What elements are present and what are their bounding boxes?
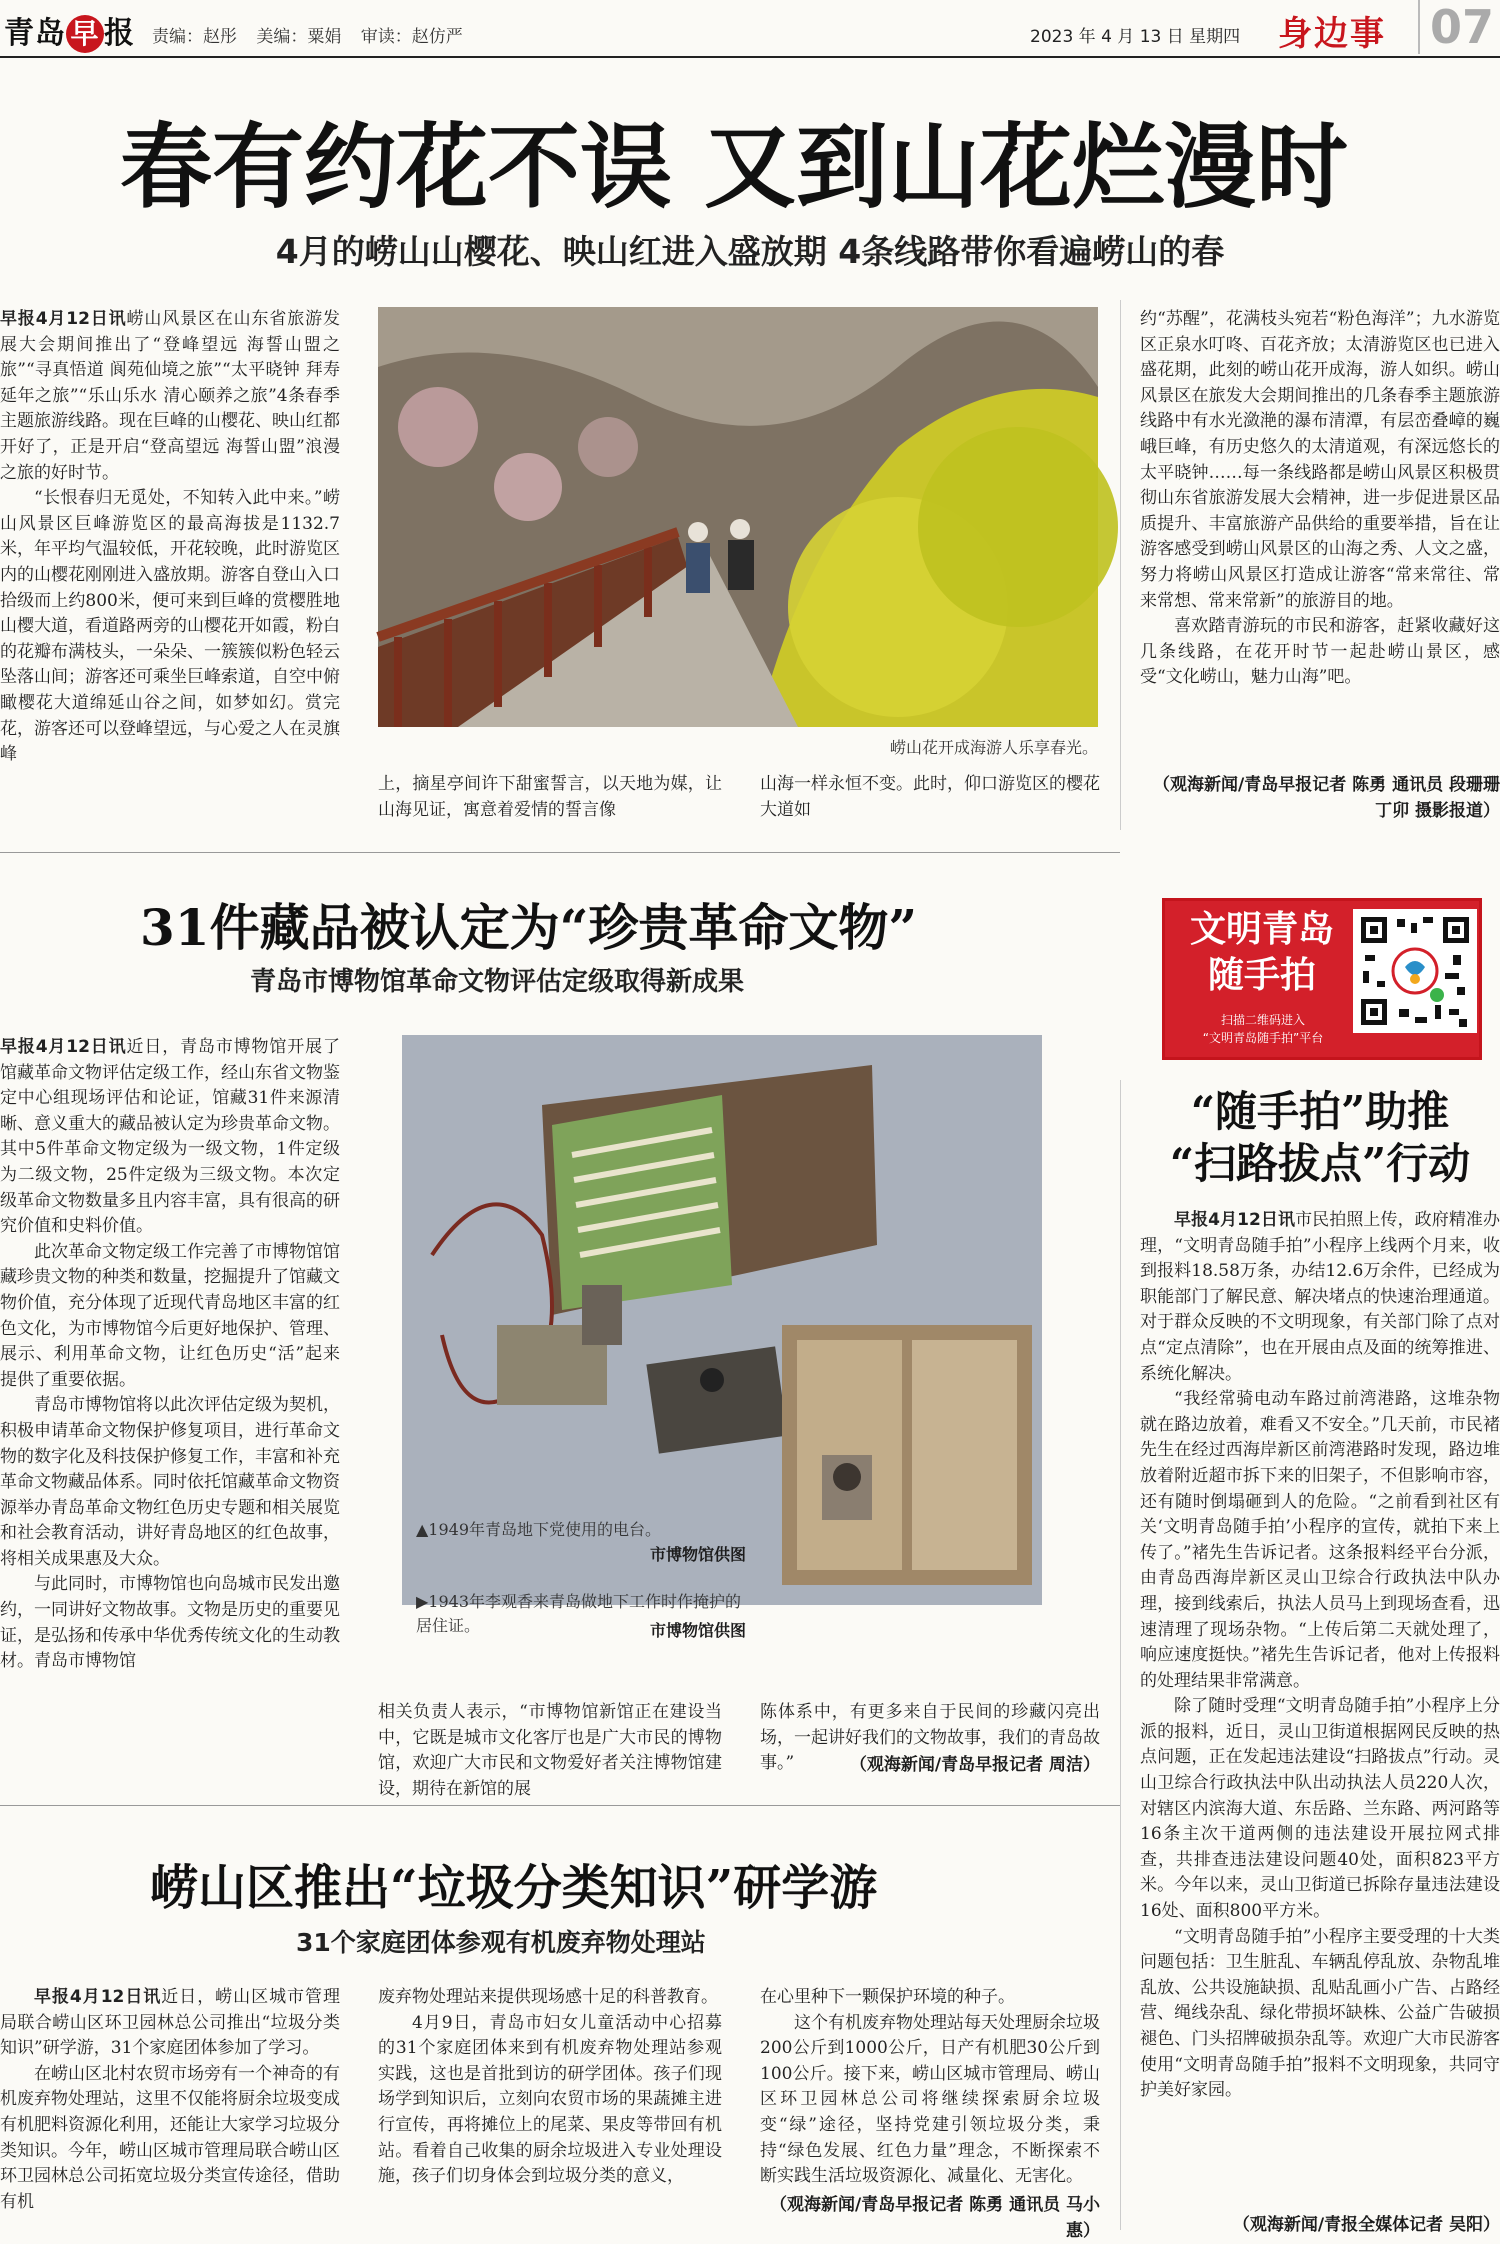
photo2-caption-2: ▶1943年李观香来青岛做地下工作时作掩护的居住证。 [416, 1592, 742, 1635]
article3-paragraph [1140, 1208, 1500, 1387]
article1-column-3: 山海一样永恒不变。此时，仰口游览区的樱花大道如 [760, 774, 1100, 820]
article3-headline-line: “随手拍”助推 [1190, 1087, 1450, 1136]
wenming-qingdao-ad[interactable] [1162, 898, 1482, 1060]
article2-column-2: 相关负责人表示，“市博物馆新馆正在建设当中，它既是城市文化客厅也是广大市民的博物馆，欢迎广大市民和文物爱好者关注博物馆建设，期待在新馆的展 [378, 1702, 722, 1799]
paper-name-tail: 报 [104, 16, 135, 51]
cherry-blossom-photo [378, 307, 1098, 727]
article3-byline: （观海新闻/青报全媒体记者 吴阳） [1232, 2215, 1500, 2235]
article1-paragraph: 约“苏醒”，花满枝头宛若“粉色海洋”；九水游览区正泉水叮咚、百花齐放；太清游览区也已进入盛花期，此刻的崂山花开成海，游人如织。崂山风景区在旅发大会期间推出的几条春季主题旅游线路中有水光潋滟的瀑布清潭，有层峦叠嶂的巍峨巨峰，有历史悠久的太清道观，有深远悠长的太平晓钟……每一条线路都是崂山风景区积极贯彻山东省旅游发展大会精神，进一步促进景区品质提升、丰富旅游产品供给的重要举措，旨在让游客感受到崂山风景区的山海之秀、人文之盛，努力将崂山风景区打造成让游客“常来常往、常来常想、常来常新”的旅游目的地。 [1140, 309, 1500, 611]
article1-paragraph: “长恨春归无觅处，不知转入此中来。”崂山风景区巨峰游览区的最高海拔是1132.7米，年平均气温较低，开花较晚，此时游览区内的山樱花刚刚进入盛放期。游客自登山入口拾级而上约800米，便可来到巨峰的赏樱胜地山樱大道，看道路两旁的山樱花开如霞，粉白的花瓣布满枝头，一朵朵、一簇簇似粉色轻云坠落山间；游客还可乘坐巨峰索道，自空中俯瞰樱花大道绵延山谷之间，如梦如幻。赏完花，游客还可以登峰望远，与心爱之人在灵旗峰 [0, 488, 340, 765]
article1-subhead: 4月的崂山山樱花、映山红进入盛放期 4条线路带你看遍崂山的春 [275, 232, 1225, 271]
photo2-caption-1: ▲1949年青岛地下党使用的电台。 [416, 1520, 662, 1539]
article3-headline [1160, 1086, 1480, 1190]
article2-byline: （观海新闻/青岛早报记者 周洁） [849, 1755, 1100, 1775]
ad-note-line: 扫描二维码进入 [1220, 1013, 1305, 1027]
dateline: 早报4月12日讯 [1174, 1210, 1296, 1230]
article2-column-3: 陈体系中，有更多来自于民间的珍藏闪亮出场，一起讲好我们的文物故事，我们的青岛故事。” [760, 1702, 1100, 1774]
section-name: 身边事 [1278, 14, 1386, 54]
qr-code-graphic [1353, 909, 1477, 1033]
article4-paragraph: 在崂山区北村农贸市场旁有一个神奇的有机废弃物处理站，这里不仅能将厨余垃圾变成有机肥料资源化利用，还能让大家学习垃圾分类知识。今年，崂山区城市管理局联合崂山区环卫园林总公司拓宽垃圾分类宣传途径，借助有机 [0, 2063, 340, 2212]
article4-paragraph: 这个有机废弃物处理站每天处理厨余垃圾200公斤到1000公斤，日产有机肥30公斤到100公斤。接下来，崂山区城市管理局、崂山区环卫园林总公司将继续探索厨余垃圾变“绿”途径，坚持党建引领垃圾分类，秉持“绿色发展、红色力量”理念，不断探索不断实践生活垃圾资源化、减量化、无害化。 [760, 2012, 1100, 2187]
article2-paragraph: 此次革命文物定级工作完善了市博物馆馆藏珍贵文物的种类和数量，挖掘提升了馆藏文物价值，充分体现了近现代青岛地区丰富的红色文化，为市博物馆今后更好地保护、管理、展示、利用革命文物，让红色历史“活”起来提供了重要依据。 [0, 1241, 340, 1390]
paper-name: 青岛 [4, 16, 66, 51]
ad-note [1173, 1011, 1353, 1047]
article2-column-1 [0, 1035, 340, 1777]
masthead [0, 0, 1500, 58]
dateline: 早报4月12日讯 [0, 309, 127, 329]
article2-paragraph [0, 1035, 340, 1240]
ad-title-line: 随手拍 [1207, 955, 1316, 996]
article3-paragraph-text: 市民拍照上传，政府精准办理，“文明青岛随手拍”小程序上线两个月来，收到报料18.58万条，办结12.6万余件，已经成为职能部门了解民意、解决堵点的快速治理通道。对于群众反映的不文明现象，有关部门除了点对点“定点清除”，也在开展由点及面的统筹推进、系统化解决。 [1140, 1210, 1500, 1384]
article1-headline: 春有约花不误 又到山花烂漫时 [120, 113, 1349, 221]
dateline: 早报4月12日讯 [34, 1987, 162, 2007]
article1-byline: （观海新闻/青岛早报记者 陈勇 通讯员 段珊珊 丁卯 摄影报道） [1153, 775, 1500, 821]
photo-scene [378, 307, 1098, 727]
paper-name-mark: 早 [66, 15, 104, 53]
article1-column-4 [1140, 307, 1500, 773]
article3-paragraph: 除了随时受理“文明青岛随手拍”小程序上分派的报料，近日，灵山卫街道根据网民反映的热点问题，正在发起违法建设“扫路拔点”行动。灵山卫综合行政执法中队出动执法人员220人次，对辖区内滨海大道、东岳路、兰东路、两河路等16条主次干道两侧的违法建设开展拉网式排查，共排查违法建设问题40处，面积823平方米。今年以来，灵山卫街道已拆除存量违法建设16处、面积800平方米。 [1140, 1696, 1500, 1922]
article4-headline: 崂山区推出“垃圾分类知识”研学游 [150, 1860, 878, 1916]
article4-paragraph: 废弃物处理站来提供现场感十足的科普教育。 [378, 1987, 718, 2007]
ad-title-line: 文明青岛 [1189, 909, 1334, 950]
article4-column-3 [760, 1985, 1100, 2190]
article4-column-1 [0, 1985, 340, 2241]
article1-column-1 [0, 307, 340, 819]
article4-paragraph [0, 1985, 340, 2062]
section-divider [0, 852, 1120, 853]
article1-column-2: 上，摘星亭间许下甜蜜誓言，以天地为媒，让山海见证，寓意着爱情的誓言像 [378, 774, 722, 820]
article2-headline: 31件藏品被认定为“珍贵革命文物” [140, 898, 918, 957]
article4-paragraph-text: 近日，崂山区城市管理局联合崂山区环卫园林总公司推出“垃圾分类知识”研学游，31个家庭团体参加了学习。 [0, 1987, 340, 2059]
dateline: 早报4月12日讯 [0, 1037, 127, 1057]
article1-paragraph-text: 崂山风景区在山东省旅游发展大会期间推出了“登峰望远 海誓山盟之旅”“寻真悟道 阆苑仙境之旅”“太平晓钟 拜寿延年之旅”“乐山乐水 清心颐养之旅”4条春季主题旅游线路。现在巨峰的山樱花、映山红都开好了，正是开启“登高望远 海誓山盟”浪漫之旅的好时节。 [0, 309, 340, 483]
page-number: 07 [1418, 0, 1494, 54]
article1-photo-caption: 崂山花开成海游人乐享春光。 [889, 738, 1098, 757]
article2-paragraph: 与此同时，市博物馆也向岛城市民发出邀约，一同讲好文物故事。文物是历史的重要见证，是弘扬和传承中华优秀传统文化的生动教材。青岛市博物馆 [0, 1574, 340, 1672]
photo2-caption-2-source: 市博物馆供图 [649, 1621, 746, 1640]
article2-subhead: 青岛市博物馆革命文物评估定级取得新成果 [250, 967, 745, 997]
article4-subhead: 31个家庭团体参观有机废弃物处理站 [296, 1928, 706, 1957]
article3-headline-line: “扫路拔点”行动 [1169, 1139, 1471, 1188]
article4-column-2 [378, 1985, 722, 2241]
article2-paragraph: 青岛市博物馆将以此次评估定级为契机，积极申请革命文物保护修复项目，进行革命文物的数字化及科技保护修复工作，丰富和补充革命文物藏品体系。同时依托馆藏革命文物资源举办青岛革命文物红色历史专题和相关展览和社会教育活动，讲好青岛地区的红色故事，将相关成果惠及大众。 [0, 1395, 340, 1569]
article4-paragraph: 4月9日，青岛市妇女儿童活动中心招募的31个家庭团体来到有机废弃物处理站参观实践，这也是首批到访的研学团体。孩子们现场学到知识后，立刻向农贸市场的果蔬摊主进行宣传，再将摊位上的尾菜、果皮等带回有机站。看着自己收集的厨余垃圾进入专业处理设施，孩子们切身体会到垃圾分类的意义， [378, 2012, 722, 2187]
article4-paragraph: 在心里种下一颗保护环境的种子。 [760, 1987, 1015, 2007]
article3-body [1140, 1208, 1500, 2210]
newspaper-logo [4, 8, 135, 53]
ad-note-line: “文明青岛随手拍”平台 [1202, 1031, 1324, 1045]
article3-paragraph: “我经常骑电动车路过前湾港路，这堆杂物就在路边放着，难看又不安全。”几天前，市民褚先生在经过西海岸新区前湾港路时发现，路边堆放着附近超市拆下来的旧架子，不但影响市容，还有随时倒塌砸到人的危险。“之前看到社区有关‘文明青岛随手拍’小程序的宣传，就拍下来上传了。”褚先生告诉记者。这条报料经平台分派，由青岛西海岸新区灵山卫综合行政执法中队办理，接到线索后，执法人员马上到现场查看，迅速清理了现场杂物。“上传后第二天就处理了，响应速度挺快。”褚先生告诉记者，他对上传报料的处理结果非常满意。 [1140, 1389, 1500, 1691]
qr-code-icon[interactable] [1353, 909, 1477, 1033]
article2-paragraph-text: 近日，青岛市博物馆开展了馆藏革命文物评估定级工作，经山东省文物鉴定中心组现场评估和论证，馆藏31件来源清晰、意义重大的藏品被认定为珍贵革命文物。其中5件革命文物定级为一级文物，1件定级为二级文物，25件定级为三级文物。本次定级革命文物数量多且内容丰富，具有很高的研究价值和史料价值。 [0, 1037, 340, 1237]
section-divider [0, 1805, 1120, 1806]
article1-paragraph [0, 307, 340, 486]
photo2-caption-1-source: 市博物馆供图 [649, 1545, 746, 1564]
article4-byline: （观海新闻/青岛早报记者 陈勇 通讯员 马小惠） [770, 2195, 1100, 2241]
article1-paragraph: 喜欢踏青游玩的市民和游客，赶紧收藏好这几条线路，在花开时节一起赴崂山景区，感受“文化崂山，魅力山海”吧。 [1140, 616, 1500, 688]
column-separator [1120, 1080, 1121, 2230]
editor-credits: 责编：赵彤 美编：粟娟 审读：赵仿严 [152, 27, 463, 47]
issue-date: 2023 年 4 月 13 日 星期四 [1030, 27, 1241, 47]
ad-title [1177, 907, 1347, 999]
article3-paragraph: “文明青岛随手拍”小程序主要受理的十大类问题包括：卫生脏乱、车辆乱停乱放、杂物乱堆乱放、公共设施缺损、乱贴乱画小广告、占路经营、绳线杂乱、绿化带损坏缺株、公益广告破损褪色、门头招牌破损杂乱等。欢迎广大市民游客使用“文明青岛随手拍”报料不文明现象，共同守护美好家园。 [1140, 1926, 1500, 2101]
column-separator [1120, 300, 1121, 830]
